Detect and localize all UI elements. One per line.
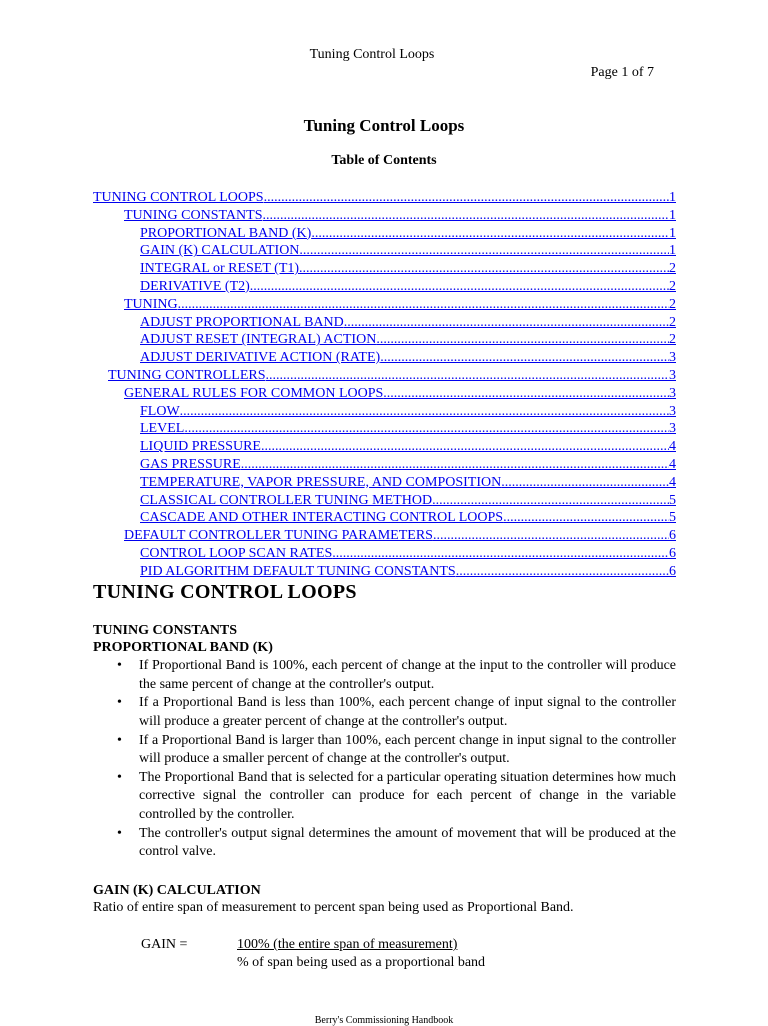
page-number: Page 1 of 7	[590, 65, 654, 80]
toc-entry-label: TUNING	[124, 296, 178, 312]
toc-entry	[93, 403, 676, 421]
bullet-item	[93, 825, 676, 862]
toc-entry-page: 6	[669, 528, 676, 544]
toc-leader-dots	[456, 563, 669, 581]
toc-entry	[93, 207, 676, 225]
bullet-item	[93, 657, 676, 694]
gain-description: Ratio of entire span of measurement to percent span being used as Proportional Band.	[93, 900, 574, 915]
toc-entry-label: LEVEL	[140, 421, 185, 437]
bullet-icon: •	[117, 825, 122, 841]
toc-link[interactable]	[140, 420, 676, 438]
toc-link[interactable]	[140, 225, 676, 243]
bullet-item	[93, 732, 676, 769]
bullet-list	[93, 657, 676, 862]
toc-link[interactable]	[124, 296, 676, 314]
bullet-item	[93, 694, 676, 731]
toc-entry	[93, 385, 676, 403]
gain-numerator: 100% (the entire span of measurement)	[237, 937, 458, 952]
toc-link[interactable]	[124, 207, 676, 225]
toc-link[interactable]	[140, 456, 676, 474]
toc-entry-page: 2	[669, 278, 676, 294]
toc-leader-dots	[266, 367, 670, 385]
bullet-icon: •	[117, 658, 122, 673]
toc-link[interactable]	[140, 314, 676, 332]
toc-link[interactable]	[140, 278, 676, 296]
bullet-text: If a Proportional Band is larger than 100%, each percent change in input signal to the controller will produce a smaller percent of change at the controller's output.	[139, 732, 676, 767]
table-of-contents	[93, 189, 676, 581]
toc-link[interactable]	[140, 349, 676, 367]
toc-entry-page: 2	[669, 296, 676, 312]
toc-entry-page: 5	[669, 492, 676, 508]
toc-leader-dots	[299, 260, 669, 278]
bullet-text: The Proportional Band that is selected for a particular operating situation determines how much corrective signal the controller can produce for each percent of change in the variable controlled by the controller.	[139, 769, 676, 822]
toc-entry	[93, 225, 676, 243]
toc-leader-dots	[250, 278, 669, 296]
toc-entry	[93, 260, 676, 278]
toc-leader-dots	[344, 314, 669, 332]
toc-entry-page: 2	[669, 332, 676, 348]
toc-link[interactable]	[93, 189, 676, 207]
bullet-text: If Proportional Band is 100%, each percent of change at the input to the controller will produce the same percent of change at the controller's output.	[139, 658, 676, 692]
toc-entry-page: 2	[669, 261, 676, 277]
toc-entry-page: 1	[669, 207, 676, 223]
toc-entry-label: GAIN (K) CALCULATION	[140, 243, 300, 259]
toc-link[interactable]	[124, 527, 676, 545]
toc-leader-dots	[376, 331, 669, 349]
toc-entry	[93, 278, 676, 296]
toc-leader-dots	[380, 349, 669, 367]
gain-heading: GAIN (K) CALCULATION	[93, 883, 261, 898]
gain-label: GAIN =	[141, 937, 188, 952]
bullet-icon: •	[117, 732, 122, 748]
toc-entry-page: 4	[669, 439, 676, 455]
toc-entry	[93, 563, 676, 581]
toc-entry-page: 6	[669, 545, 676, 561]
toc-leader-dots	[433, 527, 669, 545]
toc-link[interactable]	[140, 509, 676, 527]
toc-entry	[93, 509, 676, 527]
toc-entry-label: DEFAULT CONTROLLER TUNING PARAMETERS	[124, 528, 433, 544]
document-title: Tuning Control Loops	[303, 116, 465, 135]
bullet-item	[93, 769, 676, 825]
toc-entry	[93, 242, 676, 260]
toc-link[interactable]	[140, 242, 676, 260]
toc-leader-dots	[332, 545, 669, 563]
toc-link[interactable]	[140, 563, 676, 581]
toc-entry	[93, 456, 676, 474]
toc-entry	[93, 527, 676, 545]
toc-entry	[93, 492, 676, 510]
toc-link[interactable]	[140, 474, 676, 492]
toc-leader-dots	[261, 438, 669, 456]
toc-entry-label: TUNING CONTROL LOOPS	[93, 190, 264, 205]
toc-link[interactable]	[140, 438, 676, 456]
toc-entry-page: 6	[669, 563, 676, 579]
toc-entry-page: 4	[669, 456, 676, 472]
toc-entry-label: FLOW	[140, 403, 180, 419]
toc-entry-label: TEMPERATURE, VAPOR PRESSURE, AND COMPOSITION	[140, 474, 502, 490]
toc-leader-dots	[503, 509, 669, 527]
toc-heading: Table of Contents	[331, 153, 437, 168]
toc-entry-label: ADJUST PROPORTIONAL BAND	[140, 314, 344, 330]
section-heading: TUNING CONTROL LOOPS	[93, 581, 357, 603]
toc-leader-dots	[178, 296, 669, 314]
toc-link[interactable]	[140, 260, 676, 278]
gain-denominator: % of span being used as a proportional band	[237, 955, 486, 970]
toc-entry-label: CONTROL LOOP SCAN RATES	[140, 545, 333, 561]
toc-leader-dots	[184, 420, 669, 438]
toc-entry	[93, 349, 676, 367]
toc-entry-label: TUNING CONTROLLERS	[108, 367, 266, 383]
toc-entry-label: ADJUST RESET (INTEGRAL) ACTION	[140, 332, 377, 348]
toc-leader-dots	[180, 403, 669, 421]
toc-leader-dots	[311, 225, 669, 243]
toc-entry	[93, 438, 676, 456]
toc-leader-dots	[383, 385, 669, 403]
toc-entry-page: 1	[669, 190, 676, 205]
bullet-text: The controller's output signal determines the amount of movement that will be produced at the control valve.	[139, 825, 676, 860]
subsection-heading: TUNING CONSTANTS	[93, 623, 238, 638]
toc-entry-label: ADJUST DERIVATIVE ACTION (RATE)	[140, 350, 381, 366]
toc-leader-dots	[264, 189, 669, 207]
toc-entry-page: 2	[669, 314, 676, 330]
toc-leader-dots	[299, 242, 669, 260]
toc-entry-page: 4	[669, 474, 676, 490]
toc-entry-label: PROPORTIONAL BAND (K)	[140, 225, 312, 241]
toc-link[interactable]	[140, 545, 676, 563]
running-header-title: Tuning Control Loops	[309, 47, 435, 62]
toc-entry-label: INTEGRAL or RESET (T1)	[140, 261, 300, 277]
toc-entry-page: 5	[669, 510, 676, 526]
toc-link[interactable]	[124, 385, 676, 403]
page-footer: Berry's Commissioning Handbook	[314, 1015, 454, 1026]
toc-entry-label: GAS PRESSURE	[140, 456, 241, 472]
bullet-text: If a Proportional Band is less than 100%, each percent change of input signal to the controller will produce a greater percent of change at the controller's output.	[139, 695, 676, 729]
toc-entry	[93, 545, 676, 563]
toc-entry-label: GENERAL RULES FOR COMMON LOOPS	[124, 385, 384, 401]
toc-entry-page: 1	[669, 243, 676, 259]
toc-entry	[93, 296, 676, 314]
toc-entry-page: 1	[669, 225, 676, 241]
toc-entry-page: 3	[669, 367, 676, 383]
toc-entry-page: 3	[669, 403, 676, 419]
toc-leader-dots	[501, 474, 669, 492]
toc-entry	[93, 314, 676, 332]
toc-entry-label: CLASSICAL CONTROLLER TUNING METHOD	[140, 492, 433, 508]
toc-link[interactable]	[140, 492, 676, 510]
toc-leader-dots	[263, 207, 670, 225]
toc-entry	[93, 367, 676, 385]
toc-link[interactable]	[140, 403, 676, 421]
toc-entry-page: 3	[669, 350, 676, 366]
toc-entry	[93, 189, 676, 207]
toc-leader-dots	[241, 456, 669, 474]
toc-entry-label: TUNING CONSTANTS	[124, 207, 263, 223]
toc-entry-label: PID ALGORITHM DEFAULT TUNING CONSTANTS	[140, 563, 456, 579]
toc-entry	[93, 420, 676, 438]
toc-entry-page: 3	[669, 385, 676, 401]
toc-entry-page: 3	[669, 421, 676, 437]
subsubsection-heading: PROPORTIONAL BAND (K)	[93, 640, 273, 655]
toc-entry-label: DERIVATIVE (T2)	[140, 278, 250, 294]
toc-entry	[93, 474, 676, 492]
toc-entry	[93, 331, 676, 349]
toc-leader-dots	[432, 492, 669, 510]
toc-entry-label: LIQUID PRESSURE	[140, 439, 261, 455]
toc-link[interactable]	[140, 331, 676, 349]
bullet-icon: •	[117, 769, 122, 785]
bullet-icon: •	[117, 695, 122, 711]
toc-link[interactable]	[108, 367, 676, 385]
toc-entry-label: CASCADE AND OTHER INTERACTING CONTROL LOOPS	[140, 510, 504, 526]
